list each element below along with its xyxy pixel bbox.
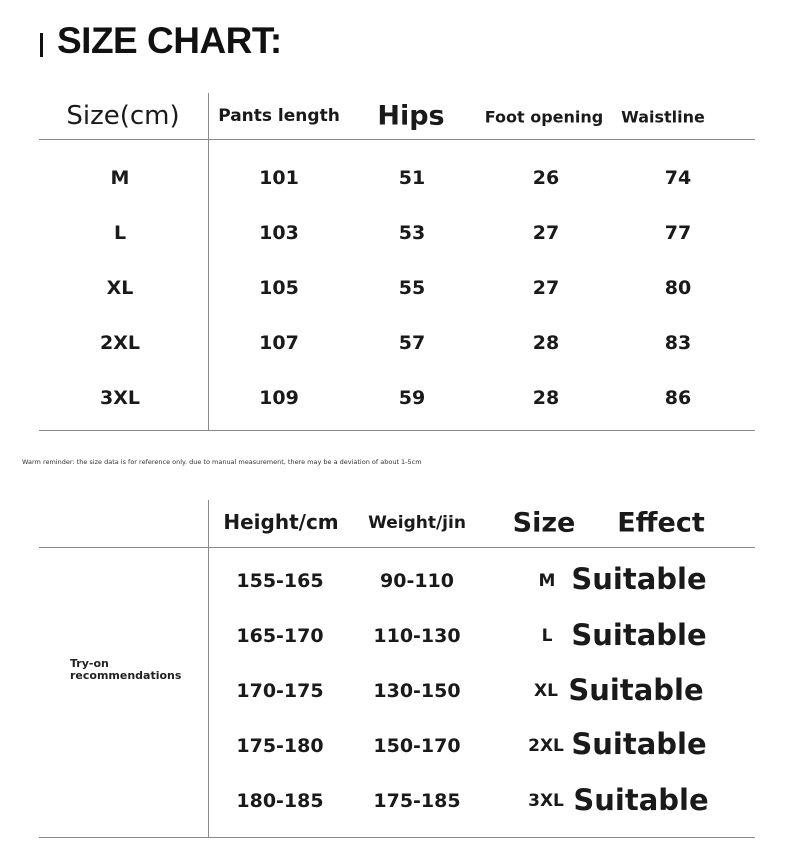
rec-table-column-divider [208, 500, 209, 837]
weight-cell: 130-150 [373, 680, 461, 702]
foot-opening-cell: 28 [532, 387, 560, 409]
page-title: SIZE CHART: [57, 20, 282, 61]
size-header: Size(cm) [66, 101, 180, 131]
effect-header: Effect [617, 507, 705, 539]
foot-opening-cell: 28 [532, 332, 560, 354]
waistline-cell: 80 [664, 277, 692, 299]
rec-size-cell: XL [534, 681, 558, 701]
weight-cell: 90-110 [380, 570, 454, 592]
size-table-column-divider [208, 93, 209, 430]
size-cell: L [113, 222, 127, 244]
effect-cell: Suitable [571, 727, 707, 761]
rec-size-header: Size [512, 507, 576, 539]
size-cell: XL [106, 277, 134, 299]
rec-size-cell: M [538, 571, 556, 591]
effect-cell: Suitable [571, 562, 707, 596]
foot-opening-cell: 26 [532, 167, 560, 189]
waistline-cell: 77 [664, 222, 692, 244]
title-accent-bar [40, 33, 43, 57]
rec-size-cell: 3XL [528, 791, 564, 811]
hips-cell: 53 [398, 222, 426, 244]
hips-cell: 55 [398, 277, 426, 299]
rec-table-bottom-divider [39, 837, 755, 838]
size-cell: 2XL [100, 332, 140, 354]
effect-cell: Suitable [568, 673, 704, 707]
size-table-header-divider [39, 139, 755, 140]
height-cell: 180-185 [236, 790, 324, 812]
hips-header: Hips [377, 100, 445, 132]
waistline-cell: 83 [664, 332, 692, 354]
height-cell: 165-170 [236, 625, 324, 647]
measurement-reminder: Warm reminder: the size data is for reference only. due to manual measurement, there may be a deviation of about 1-5cm [22, 458, 422, 466]
try-on-recommendations-label: Try-on recommendations [70, 657, 182, 682]
weight-header: Weight/jin [368, 513, 466, 533]
rec-size-cell: L [541, 626, 553, 646]
size-table-bottom-divider [39, 430, 755, 431]
waistline-header: Waistline [621, 107, 705, 127]
height-cell: 175-180 [236, 735, 324, 757]
hips-cell: 57 [398, 332, 426, 354]
size-cell: 3XL [100, 387, 140, 409]
pants-length-cell: 105 [259, 277, 299, 299]
pants-length-cell: 101 [259, 167, 299, 189]
effect-cell: Suitable [571, 618, 707, 652]
pants-length-header: Pants length [218, 106, 340, 126]
height-cell: 155-165 [236, 570, 324, 592]
foot-opening-cell: 27 [532, 222, 560, 244]
size-cell: M [110, 167, 130, 189]
waistline-cell: 74 [664, 167, 692, 189]
height-cell: 170-175 [236, 680, 324, 702]
rec-size-cell: 2XL [528, 736, 564, 756]
hips-cell: 59 [398, 387, 426, 409]
foot-opening-cell: 27 [532, 277, 560, 299]
waistline-cell: 86 [664, 387, 692, 409]
weight-cell: 175-185 [373, 790, 461, 812]
foot-opening-header: Foot opening [484, 107, 604, 127]
rec-table-header-divider [39, 547, 755, 548]
effect-cell: Suitable [573, 783, 709, 817]
height-header: Height/cm [223, 510, 339, 534]
weight-cell: 110-130 [373, 625, 461, 647]
hips-cell: 51 [398, 167, 426, 189]
weight-cell: 150-170 [373, 735, 461, 757]
pants-length-cell: 107 [259, 332, 299, 354]
pants-length-cell: 109 [259, 387, 299, 409]
pants-length-cell: 103 [259, 222, 299, 244]
